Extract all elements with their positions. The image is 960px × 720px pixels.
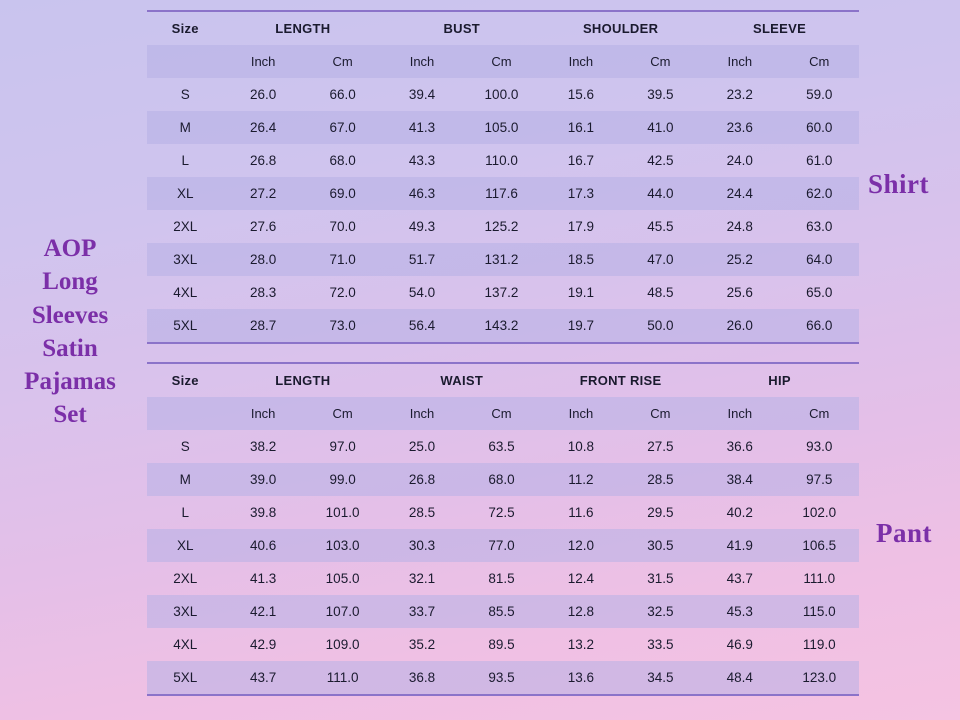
size-cell: 2XL: [173, 571, 198, 586]
table-row: [147, 496, 859, 529]
value-cell: 33.7: [382, 595, 461, 628]
unit-header: Cm: [621, 45, 700, 78]
value-cell: 27.6: [250, 219, 277, 234]
value-cell: 23.6: [700, 111, 779, 144]
value-cell: 19.7: [541, 309, 620, 343]
unit-header: Cm: [462, 45, 541, 78]
value-cell: 137.2: [484, 285, 519, 300]
table-row: [147, 463, 859, 496]
value-cell: 12.0: [541, 529, 620, 562]
size-cell: S: [180, 439, 190, 454]
value-cell: 72.0: [329, 285, 356, 300]
value-cell: 69.0: [303, 177, 382, 210]
value-cell: 15.6: [567, 87, 595, 102]
value-cell: 45.5: [647, 219, 674, 234]
value-cell: 77.0: [462, 529, 541, 562]
value-cell: 32.5: [621, 595, 700, 628]
value-cell: 28.5: [621, 463, 700, 496]
value-cell: 47.0: [621, 243, 700, 276]
value-cell: 66.0: [780, 309, 860, 343]
value-cell: 119.0: [802, 637, 836, 652]
unit-header: Cm: [780, 45, 860, 78]
table-divider-space: [147, 344, 859, 362]
value-cell: 72.5: [488, 505, 515, 520]
value-cell: 36.8: [382, 661, 461, 695]
group-header-waist: WAIST: [440, 373, 484, 388]
value-cell: 30.3: [382, 529, 461, 562]
size-cell: XL: [147, 529, 223, 562]
value-cell: 25.2: [700, 243, 779, 276]
group-header-front-rise: FRONT RISE: [579, 373, 662, 388]
size-cell: 5XL: [147, 309, 223, 343]
value-cell: 64.0: [780, 243, 860, 276]
value-cell: 44.0: [621, 177, 700, 210]
value-cell: 103.0: [303, 529, 382, 562]
value-cell: 49.3: [408, 219, 436, 234]
value-cell: 27.5: [647, 439, 674, 454]
value-cell: 24.8: [726, 219, 753, 234]
value-cell: 29.5: [647, 505, 674, 520]
value-cell: 31.5: [647, 571, 674, 586]
unit-header: Inch: [223, 397, 302, 430]
product-title-line: Pajamas: [24, 368, 116, 395]
value-cell: 30.5: [621, 529, 700, 562]
value-cell: 43.7: [726, 571, 753, 586]
size-cell: M: [147, 463, 223, 496]
unit-header: Inch: [700, 45, 779, 78]
value-cell: 111.0: [803, 571, 836, 586]
size-cell: L: [181, 153, 189, 168]
value-cell: 97.0: [329, 439, 356, 454]
value-cell: 39.5: [647, 87, 674, 102]
size-column-header: Size: [171, 373, 199, 388]
value-cell: 41.0: [621, 111, 700, 144]
value-cell: 16.7: [567, 153, 595, 168]
value-cell: 62.0: [780, 177, 860, 210]
value-cell: 40.6: [223, 529, 302, 562]
value-cell: 26.8: [250, 153, 277, 168]
unit-header-blank: [147, 397, 223, 430]
value-cell: 26.4: [223, 111, 302, 144]
table-row: [147, 243, 859, 276]
value-cell: 45.3: [700, 595, 779, 628]
value-cell: 39.8: [250, 505, 277, 520]
unit-header: Cm: [621, 397, 700, 430]
value-cell: 102.0: [802, 505, 837, 520]
table-row: [147, 661, 859, 695]
value-cell: 35.2: [408, 637, 436, 652]
table-row: [147, 210, 859, 243]
value-cell: 17.3: [541, 177, 620, 210]
value-cell: 38.2: [250, 439, 277, 454]
value-cell: 12.8: [541, 595, 620, 628]
value-cell: 16.1: [541, 111, 620, 144]
table-row: [147, 276, 859, 309]
unit-header: Cm: [780, 397, 859, 430]
value-cell: 125.2: [484, 219, 519, 234]
value-cell: 28.7: [223, 309, 302, 343]
value-cell: 117.6: [462, 177, 541, 210]
value-cell: 89.5: [488, 637, 515, 652]
value-cell: 25.0: [408, 439, 436, 454]
value-cell: 48.4: [700, 661, 779, 695]
value-cell: 34.5: [621, 661, 700, 695]
value-cell: 111.0: [303, 661, 382, 695]
table-row: [147, 144, 859, 177]
value-cell: 109.0: [325, 637, 360, 652]
product-title-line: Satin: [42, 334, 98, 362]
value-cell: 100.0: [484, 87, 519, 102]
value-cell: 28.5: [408, 505, 436, 520]
group-header-bust: BUST: [443, 21, 481, 36]
product-title-line: Long: [42, 268, 98, 296]
value-cell: 131.2: [462, 243, 541, 276]
size-cell: XL: [147, 177, 223, 210]
value-cell: 110.0: [485, 153, 518, 168]
value-cell: 25.6: [726, 285, 753, 300]
value-cell: 54.0: [408, 285, 436, 300]
table-row: [147, 111, 859, 144]
value-cell: 23.2: [726, 87, 753, 102]
unit-header: Inch: [541, 45, 620, 78]
value-cell: 36.6: [726, 439, 753, 454]
value-cell: 26.8: [382, 463, 461, 496]
value-cell: 66.0: [329, 87, 356, 102]
product-title-line: AOP: [43, 235, 97, 262]
unit-header: Inch: [382, 397, 461, 430]
table-unit-header-row: [147, 45, 859, 78]
group-header-shoulder: SHOULDER: [582, 21, 659, 36]
value-cell: 43.7: [223, 661, 302, 695]
value-cell: 18.5: [541, 243, 620, 276]
value-cell: 93.5: [462, 661, 541, 695]
value-cell: 26.0: [250, 87, 277, 102]
value-cell: 51.7: [382, 243, 461, 276]
value-cell: 41.9: [700, 529, 779, 562]
value-cell: 27.2: [223, 177, 302, 210]
value-cell: 60.0: [780, 111, 860, 144]
tables-container: [147, 10, 859, 696]
table-unit-header-row: [147, 397, 859, 430]
product-title-line: Sleeves: [31, 301, 109, 329]
value-cell: 63.5: [488, 439, 515, 454]
group-header-hip: HIP: [768, 373, 791, 388]
size-cell: 3XL: [147, 243, 223, 276]
table-row: [147, 529, 859, 562]
value-cell: 48.5: [647, 285, 674, 300]
value-cell: 10.8: [567, 439, 595, 454]
value-cell: 38.4: [700, 463, 779, 496]
size-cell: M: [147, 111, 223, 144]
value-cell: 123.0: [780, 661, 859, 695]
value-cell: 56.4: [382, 309, 461, 343]
value-cell: 67.0: [303, 111, 382, 144]
value-cell: 26.0: [700, 309, 779, 343]
table-row: [147, 628, 859, 661]
value-cell: 24.4: [700, 177, 779, 210]
value-cell: 13.6: [541, 661, 620, 695]
value-cell: 61.0: [806, 153, 833, 168]
value-cell: 68.0: [462, 463, 541, 496]
table-group-header-row: [147, 11, 859, 45]
unit-header: Inch: [541, 397, 620, 430]
value-cell: 99.0: [303, 463, 382, 496]
value-cell: 105.0: [325, 571, 360, 586]
value-cell: 33.5: [647, 637, 674, 652]
table-row: [147, 309, 859, 343]
value-cell: 73.0: [303, 309, 382, 343]
size-cell: S: [180, 87, 190, 102]
value-cell: 42.1: [223, 595, 302, 628]
size-cell: 3XL: [147, 595, 223, 628]
value-cell: 68.0: [329, 153, 356, 168]
unit-header: Inch: [223, 45, 302, 78]
value-cell: 85.5: [462, 595, 541, 628]
size-column-header: Size: [171, 21, 199, 36]
value-cell: 65.0: [806, 285, 833, 300]
value-cell: 40.2: [726, 505, 753, 520]
value-cell: 11.6: [568, 505, 594, 520]
shirt-size-table: [147, 10, 859, 344]
unit-header: Cm: [303, 397, 382, 430]
value-cell: 115.0: [780, 595, 859, 628]
value-cell: 81.5: [488, 571, 515, 586]
unit-header-blank: [147, 45, 223, 78]
value-cell: 39.4: [408, 87, 436, 102]
product-title: [0, 232, 140, 432]
table-group-header-row: [147, 363, 859, 397]
value-cell: 39.0: [223, 463, 302, 496]
table-row: [147, 595, 859, 628]
value-cell: 50.0: [621, 309, 700, 343]
value-cell: 71.0: [303, 243, 382, 276]
value-cell: 70.0: [329, 219, 356, 234]
product-title-line: Set: [53, 401, 87, 429]
table-row: [147, 177, 859, 210]
unit-header: Inch: [700, 397, 779, 430]
value-cell: 41.3: [250, 571, 277, 586]
size-cell: 4XL: [173, 285, 198, 300]
table-row: [147, 562, 859, 595]
value-cell: 105.0: [462, 111, 541, 144]
value-cell: 42.5: [647, 153, 674, 168]
size-cell: 2XL: [173, 219, 198, 234]
table-row: [147, 78, 859, 111]
group-header-sleeve: SLEEVE: [752, 21, 807, 36]
value-cell: 101.0: [325, 505, 360, 520]
value-cell: 42.9: [250, 637, 277, 652]
value-cell: 143.2: [462, 309, 541, 343]
value-cell: 13.2: [567, 637, 595, 652]
value-cell: 43.3: [408, 153, 436, 168]
unit-header: Cm: [303, 45, 382, 78]
value-cell: 106.5: [780, 529, 859, 562]
unit-header: Inch: [382, 45, 461, 78]
shirt-section-label: Shirt: [868, 169, 930, 199]
value-cell: 107.0: [303, 595, 382, 628]
value-cell: 46.9: [726, 637, 753, 652]
size-cell: 4XL: [173, 637, 198, 652]
table-row: [147, 430, 859, 463]
value-cell: 28.3: [250, 285, 277, 300]
value-cell: 97.5: [780, 463, 859, 496]
value-cell: 32.1: [408, 571, 436, 586]
group-header-length: LENGTH: [275, 21, 331, 36]
value-cell: 19.1: [567, 285, 595, 300]
value-cell: 17.9: [567, 219, 595, 234]
value-cell: 59.0: [806, 87, 833, 102]
group-header-length: LENGTH: [275, 373, 331, 388]
size-cell: L: [181, 505, 189, 520]
value-cell: 93.0: [806, 439, 833, 454]
value-cell: 24.0: [726, 153, 753, 168]
value-cell: 12.4: [567, 571, 595, 586]
value-cell: 63.0: [806, 219, 833, 234]
size-cell: 5XL: [147, 661, 223, 695]
unit-header: Cm: [462, 397, 541, 430]
value-cell: 46.3: [382, 177, 461, 210]
value-cell: 41.3: [382, 111, 461, 144]
value-cell: 11.2: [541, 463, 620, 496]
pant-section-label: Pant: [876, 518, 932, 548]
pant-size-table: [147, 362, 859, 696]
value-cell: 28.0: [223, 243, 302, 276]
